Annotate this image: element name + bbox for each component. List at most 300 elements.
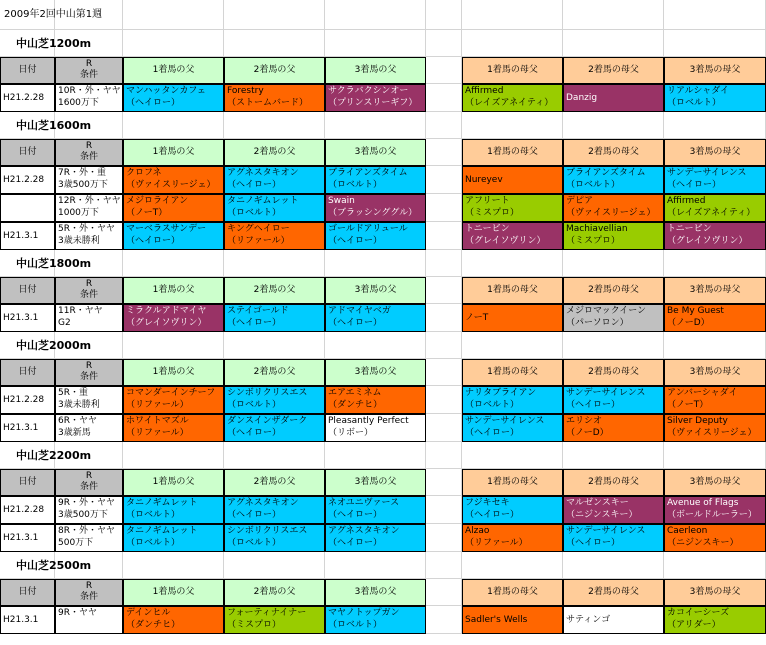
dam-sire-cell: [462, 166, 563, 194]
dam-sire-header: 1着馬の母父: [462, 57, 563, 84]
sire-cell: [224, 414, 325, 442]
section-title: 中山芝1600m: [16, 119, 92, 132]
dam-sire-cell: [664, 84, 766, 112]
spacer-cell[interactable]: [426, 496, 462, 524]
horse-line: （アリダー）: [667, 620, 721, 630]
spacer-cell[interactable]: [426, 524, 462, 552]
race-condition-line1: 11R・ヤヤ: [58, 306, 103, 316]
dam-sire-header: 1着馬の母父: [462, 139, 563, 166]
dam-sire-cell: [563, 304, 664, 332]
grid-cell[interactable]: [664, 442, 766, 469]
dam-sire-header: 2着馬の母父: [563, 139, 664, 166]
horse-line: （ダンチヒ）: [126, 620, 181, 630]
horse-line: （ロベルト）: [566, 180, 621, 190]
dam-sire-header: 2着馬の母父: [563, 579, 664, 606]
horse-name: デピア: [566, 196, 594, 206]
date-header: 日付: [0, 359, 55, 386]
horse-line: （ノーD）: [667, 318, 710, 328]
grid-cell[interactable]: [426, 112, 462, 139]
horse-name: アグネスタキオン: [227, 168, 299, 178]
date-header: 日付: [0, 579, 55, 606]
dam-sire-cell: [664, 414, 766, 442]
sire-cell: [325, 222, 426, 250]
race-condition-line2: 1000万下: [58, 208, 99, 218]
dam-sire-header: 1着馬の母父: [462, 579, 563, 606]
date-header: 日付: [0, 139, 55, 166]
horse-line: （ヴァイスリージェ）: [126, 180, 216, 190]
horse-name: サンデーサイレンス: [566, 388, 646, 398]
grid-cell[interactable]: [325, 250, 426, 277]
horse-line: （ヘイロー）: [328, 510, 383, 520]
race-date: H21.3.1: [0, 606, 55, 634]
horse-line: （グレイソヴリン）: [126, 318, 207, 328]
horse-line: （グレイソヴリン）: [667, 236, 748, 246]
horse-line: （リファール）: [227, 236, 290, 246]
horse-name: アンバーシャダイ: [667, 388, 738, 398]
dam-sire-header: 1着馬の母父: [462, 277, 563, 304]
horse-line: （グレイソヴリン）: [465, 236, 546, 246]
race-condition-line1: 9R・外・ヤヤ: [58, 498, 115, 508]
condition-header-label: 条件: [79, 482, 98, 492]
sire-header: 3着馬の父: [325, 139, 426, 166]
horse-line: （ヘイロー）: [566, 400, 621, 410]
race-condition: [55, 222, 123, 250]
condition-header-label: 条件: [79, 152, 98, 162]
dam-sire-cell: [664, 304, 766, 332]
horse-name: アグネスタキオン: [328, 526, 400, 536]
grid-cell[interactable]: [462, 0, 563, 30]
horse-line: （ボールドルーラー）: [667, 510, 757, 520]
dam-sire-cell: [563, 194, 664, 222]
dam-sire-cell: [462, 84, 563, 112]
horse-name: マヤノトップガン: [328, 608, 400, 618]
horse-line: （パーソロン）: [566, 318, 629, 328]
dam-sire-header: 2着馬の母父: [563, 277, 664, 304]
sire-cell: [325, 606, 426, 634]
dam-sire-cell: [664, 166, 766, 194]
horse-name: ゴールドアリュール: [328, 224, 408, 234]
sire-cell: [325, 84, 426, 112]
horse-name: エリシオ: [566, 416, 603, 426]
horse-line: （ニジンスキー）: [566, 510, 638, 520]
horse-line: （プリンスリーギフ）: [328, 98, 418, 108]
dam-sire-cell: [664, 222, 766, 250]
race-condition-line2: 3歳未勝利: [58, 236, 100, 246]
sire-cell: [224, 386, 325, 414]
horse-line: （ヘイロー）: [227, 180, 282, 190]
horse-name: ダンスインザダーク: [227, 416, 308, 426]
dam-sire-header: 2着馬の母父: [563, 359, 664, 386]
horse-name: タニノギムレット: [126, 498, 198, 508]
grid-cell[interactable]: [664, 552, 766, 579]
grid-cell[interactable]: [462, 332, 563, 359]
race-condition: [55, 166, 123, 194]
grid-cell[interactable]: [563, 30, 664, 57]
section-title: 中山芝1800m: [16, 257, 92, 270]
sire-header: 1着馬の父: [123, 277, 224, 304]
race-date: H21.3.1: [0, 524, 55, 552]
dam-sire-cell: [563, 84, 664, 112]
dam-sire-header: 3着馬の母父: [664, 277, 766, 304]
grid-cell[interactable]: [224, 0, 325, 30]
grid-cell[interactable]: [563, 552, 664, 579]
grid-cell[interactable]: [325, 332, 426, 359]
spacer-cell[interactable]: [426, 606, 462, 634]
race-date: H21.2.28: [0, 496, 55, 524]
horse-line: （ミスプロ）: [566, 236, 621, 246]
grid-cell[interactable]: [664, 332, 766, 359]
dam-sire-header: 1着馬の母父: [462, 359, 563, 386]
horse-name: サンデーサイレンス: [566, 526, 646, 536]
horse-line: （ノーT）: [126, 208, 168, 218]
dam-sire-header: 3着馬の母父: [664, 469, 766, 496]
race-condition-line2: 3歳500万下: [58, 180, 108, 190]
dam-sire-cell: [664, 386, 766, 414]
horse-name: ステイゴールド: [227, 306, 289, 316]
horse-name: Affirmed: [465, 86, 504, 96]
horse-name: ブライアンズタイム: [328, 168, 408, 178]
condition-header: [55, 469, 123, 496]
grid-cell[interactable]: [426, 552, 462, 579]
horse-name: Silver Deputy: [667, 416, 728, 426]
race-condition: [55, 194, 123, 222]
spacer-cell[interactable]: [426, 166, 462, 194]
dam-sire-header: 2着馬の母父: [563, 469, 664, 496]
horse-name: ミラクルアドマイヤ: [126, 306, 207, 316]
sire-header: 3着馬の父: [325, 277, 426, 304]
dam-sire-header: 3着馬の母父: [664, 359, 766, 386]
race-condition: [55, 414, 123, 442]
horse-name: Danzig: [566, 93, 598, 103]
dam-sire-cell: [563, 414, 664, 442]
grid-cell[interactable]: [462, 250, 563, 277]
sire-cell: [224, 222, 325, 250]
sire-cell: [325, 304, 426, 332]
sire-header: 1着馬の父: [123, 469, 224, 496]
sire-cell: [224, 496, 325, 524]
horse-name: ホワイトマズル: [126, 416, 189, 426]
spacer-cell[interactable]: [426, 579, 462, 606]
sire-header: 1着馬の父: [123, 359, 224, 386]
sire-cell: [325, 386, 426, 414]
horse-name: ネオユニヴァース: [328, 498, 400, 508]
dam-sire-cell: [563, 166, 664, 194]
grid-cell[interactable]: [325, 0, 426, 30]
horse-line: （レイズアネイティ）: [667, 208, 756, 218]
sire-cell: [325, 166, 426, 194]
race-condition-line1: 9R・ヤヤ: [58, 608, 97, 618]
race-date: H21.3.1: [0, 414, 55, 442]
horse-line: （ヘイロー）: [328, 318, 383, 328]
condition-header: [55, 139, 123, 166]
sire-cell: [123, 304, 224, 332]
race-date: H21.2.28: [0, 166, 55, 194]
race-condition: [55, 386, 123, 414]
race-condition-line2: 3歳新馬: [58, 428, 91, 438]
section-title: 中山芝2500m: [16, 559, 92, 572]
horse-line: （ロベルト）: [126, 510, 181, 520]
horse-name: エアエミネム: [328, 388, 382, 398]
dam-sire-cell: [563, 524, 664, 552]
sire-header: 2着馬の父: [224, 359, 325, 386]
condition-header-label: 条件: [79, 372, 98, 382]
horse-line: （ロベルト）: [227, 400, 282, 410]
horse-name: フジキセキ: [465, 498, 510, 508]
horse-name: Avenue of Flags: [667, 498, 739, 508]
horse-name: Pleasantly Perfect: [328, 416, 409, 426]
condition-header-r: R: [85, 279, 93, 289]
grid-cell[interactable]: [563, 442, 664, 469]
grid-cell[interactable]: [325, 112, 426, 139]
condition-header-r: R: [85, 361, 93, 371]
grid-cell[interactable]: [224, 332, 325, 359]
grid-cell[interactable]: [426, 442, 462, 469]
horse-name: Forestry: [227, 86, 264, 96]
date-header: 日付: [0, 469, 55, 496]
dam-sire-cell: [563, 386, 664, 414]
horse-line: （ミスプロ）: [227, 620, 282, 630]
sire-header: 3着馬の父: [325, 57, 426, 84]
sire-header: 2着馬の父: [224, 139, 325, 166]
condition-header: [55, 277, 123, 304]
horse-line: （ヘイロー）: [566, 538, 621, 548]
horse-name: Alzao: [465, 526, 490, 536]
horse-line: （ヘイロー）: [667, 180, 722, 190]
horse-name: メジロマックイーン: [566, 306, 647, 316]
race-condition: [55, 496, 123, 524]
horse-line: （リファール）: [126, 428, 189, 438]
race-condition: [55, 84, 123, 112]
spacer-cell[interactable]: [426, 359, 462, 386]
race-condition: [55, 304, 123, 332]
dam-sire-cell: [462, 414, 563, 442]
horse-line: （ロベルト）: [227, 208, 282, 218]
dam-sire-cell: [664, 606, 766, 634]
condition-header-label: 条件: [79, 290, 98, 300]
grid-cell[interactable]: [664, 112, 766, 139]
condition-header: [55, 359, 123, 386]
sire-cell: [224, 606, 325, 634]
condition-header-label: 条件: [79, 70, 98, 80]
page-title: 2009年2回中山第1週: [4, 9, 103, 20]
horse-name: サンデーサイレンス: [465, 416, 545, 426]
spacer-cell[interactable]: [426, 139, 462, 166]
dam-sire-header: 1着馬の母父: [462, 469, 563, 496]
race-condition-line1: 6R・ヤヤ: [58, 416, 97, 426]
race-date: [0, 194, 55, 222]
horse-line: （ノーD）: [566, 428, 609, 438]
dam-sire-cell: [462, 606, 563, 634]
sire-header: 2着馬の父: [224, 277, 325, 304]
horse-line: （ヘイロー）: [328, 236, 383, 246]
horse-name: フォーティナイナー: [227, 608, 307, 618]
sire-cell: [123, 606, 224, 634]
grid-cell[interactable]: [462, 552, 563, 579]
dam-sire-cell: [563, 222, 664, 250]
race-condition-line1: 5R・外・ヤヤ: [58, 224, 115, 234]
horse-name: タニノギムレット: [126, 526, 198, 536]
grid-cell[interactable]: [224, 442, 325, 469]
spacer-cell[interactable]: [426, 386, 462, 414]
horse-name: Nureyev: [465, 175, 503, 185]
horse-line: （ノーT）: [667, 400, 709, 410]
race-date: H21.3.1: [0, 222, 55, 250]
horse-name: デインヒル: [126, 608, 171, 618]
sire-header: 1着馬の父: [123, 579, 224, 606]
horse-name: トニービン: [465, 224, 510, 234]
sire-header: 1着馬の父: [123, 139, 224, 166]
sire-cell: [325, 496, 426, 524]
horse-line: （ヘイロー）: [465, 510, 520, 520]
sire-cell: [224, 304, 325, 332]
horse-name: マンハッタンカフェ: [126, 86, 206, 96]
dam-sire-cell: [563, 606, 664, 634]
horse-name: ノーT: [465, 313, 489, 323]
horse-line: （ヘイロー）: [227, 318, 282, 328]
dam-sire-cell: [462, 524, 563, 552]
race-condition-line2: 3歳500万下: [58, 510, 108, 520]
horse-name: キングヘイロー: [227, 224, 290, 234]
sire-cell: [123, 496, 224, 524]
race-condition-line1: 12R・外・ヤヤ: [58, 196, 121, 206]
grid-cell[interactable]: [563, 0, 664, 30]
dam-sire-cell: [462, 386, 563, 414]
dam-sire-cell: [563, 496, 664, 524]
dam-sire-cell: [462, 194, 563, 222]
horse-name: Machiavellian: [566, 224, 628, 234]
horse-line: （ロベルト）: [126, 538, 181, 548]
race-condition: [55, 606, 123, 634]
dam-sire-header: 2着馬の母父: [563, 57, 664, 84]
grid-cell[interactable]: [563, 112, 664, 139]
horse-line: （ヘイロー）: [126, 236, 181, 246]
grid-cell[interactable]: [563, 332, 664, 359]
condition-header-r: R: [85, 59, 93, 69]
horse-line: （ニジンスキー）: [667, 538, 739, 548]
sire-cell: [123, 222, 224, 250]
race-condition-line2: 1600万下: [58, 98, 99, 108]
horse-name: ナリタブライアン: [465, 388, 537, 398]
horse-line: （リファール）: [126, 400, 189, 410]
sire-cell: [123, 194, 224, 222]
condition-header-r: R: [85, 141, 93, 151]
race-date: H21.2.28: [0, 386, 55, 414]
dam-sire-header: 3着馬の母父: [664, 579, 766, 606]
horse-name: ブライアンズタイム: [566, 168, 646, 178]
dam-sire-cell: [462, 304, 563, 332]
grid-cell[interactable]: [426, 250, 462, 277]
grid-cell[interactable]: [462, 30, 563, 57]
horse-name: サンデーサイレンス: [667, 168, 747, 178]
race-condition-line1: 7R・外・重: [58, 168, 106, 178]
grid-cell[interactable]: [426, 332, 462, 359]
horse-name: リアルシャダイ: [667, 86, 730, 96]
sire-cell: [123, 386, 224, 414]
grid-cell[interactable]: [426, 30, 462, 57]
grid-cell[interactable]: [664, 250, 766, 277]
date-header: 日付: [0, 277, 55, 304]
horse-name: コマンダーインチーフ: [126, 388, 216, 398]
section-title: 中山芝2200m: [16, 449, 92, 462]
horse-line: （ロベルト）: [667, 98, 722, 108]
horse-name: メジロライアン: [126, 196, 189, 206]
horse-line: （ヘイロー）: [328, 538, 383, 548]
horse-line: （ヴァイスリージェ）: [566, 208, 656, 218]
grid-cell[interactable]: [325, 552, 426, 579]
spacer-cell[interactable]: [426, 469, 462, 496]
sire-cell: [123, 166, 224, 194]
grid-cell[interactable]: [664, 30, 766, 57]
horse-name: サクラバクシンオー: [328, 86, 409, 96]
sire-header: 1着馬の父: [123, 57, 224, 84]
horse-line: （ロベルト）: [328, 180, 383, 190]
spacer-cell[interactable]: [426, 304, 462, 332]
horse-line: （ミスプロ）: [465, 208, 520, 218]
sire-cell: [224, 166, 325, 194]
horse-name: タニノギムレット: [227, 196, 299, 206]
sire-header: 2着馬の父: [224, 579, 325, 606]
horse-name: サティンゴ: [566, 615, 611, 625]
dam-sire-cell: [664, 194, 766, 222]
sire-cell: [325, 194, 426, 222]
grid-cell[interactable]: [426, 0, 462, 30]
grid-cell[interactable]: [462, 442, 563, 469]
spacer-cell[interactable]: [426, 222, 462, 250]
horse-name: アグネスタキオン: [227, 498, 299, 508]
sire-header: 2着馬の父: [224, 469, 325, 496]
spacer-cell[interactable]: [426, 57, 462, 84]
sire-cell: [224, 84, 325, 112]
horse-name: Affirmed: [667, 196, 706, 206]
horse-line: （ヘイロー）: [465, 428, 520, 438]
horse-name: シンボリクリスエス: [227, 388, 308, 398]
spacer-cell[interactable]: [426, 414, 462, 442]
grid-cell[interactable]: [224, 30, 325, 57]
grid-cell[interactable]: [224, 552, 325, 579]
dam-sire-cell: [664, 524, 766, 552]
race-condition-line2: 3歳未勝利: [58, 400, 100, 410]
horse-line: （リファール）: [465, 538, 528, 548]
horse-line: （ダンチヒ）: [328, 400, 383, 410]
dam-sire-cell: [664, 496, 766, 524]
race-condition-line1: 8R・外・ヤヤ: [58, 526, 115, 536]
horse-line: （ヴァイスリージェ）: [667, 428, 757, 438]
dam-sire-cell: [462, 496, 563, 524]
horse-name: アドマイヤベガ: [328, 306, 391, 316]
sire-cell: [123, 524, 224, 552]
race-condition-line2: G2: [58, 318, 71, 328]
grid-cell[interactable]: [664, 0, 766, 30]
horse-line: （レイズアネイティ）: [465, 98, 554, 108]
grid-cell[interactable]: [224, 112, 325, 139]
horse-name: マーベラスサンデー: [126, 224, 207, 234]
grid-cell[interactable]: [462, 112, 563, 139]
grid-cell[interactable]: [325, 442, 426, 469]
horse-name: マルゼンスキー: [566, 498, 629, 508]
grid-cell[interactable]: [563, 250, 664, 277]
sire-cell: [325, 524, 426, 552]
race-condition-line1: 5R・重: [58, 388, 88, 398]
horse-line: （リボー）: [328, 428, 374, 438]
dam-sire-cell: [462, 222, 563, 250]
grid-cell[interactable]: [325, 30, 426, 57]
horse-line: （ヘイロー）: [126, 98, 181, 108]
spacer-cell[interactable]: [426, 194, 462, 222]
grid-cell[interactable]: [224, 250, 325, 277]
spacer-cell[interactable]: [426, 277, 462, 304]
horse-name: Caerleon: [667, 526, 708, 536]
spacer-cell[interactable]: [426, 84, 462, 112]
